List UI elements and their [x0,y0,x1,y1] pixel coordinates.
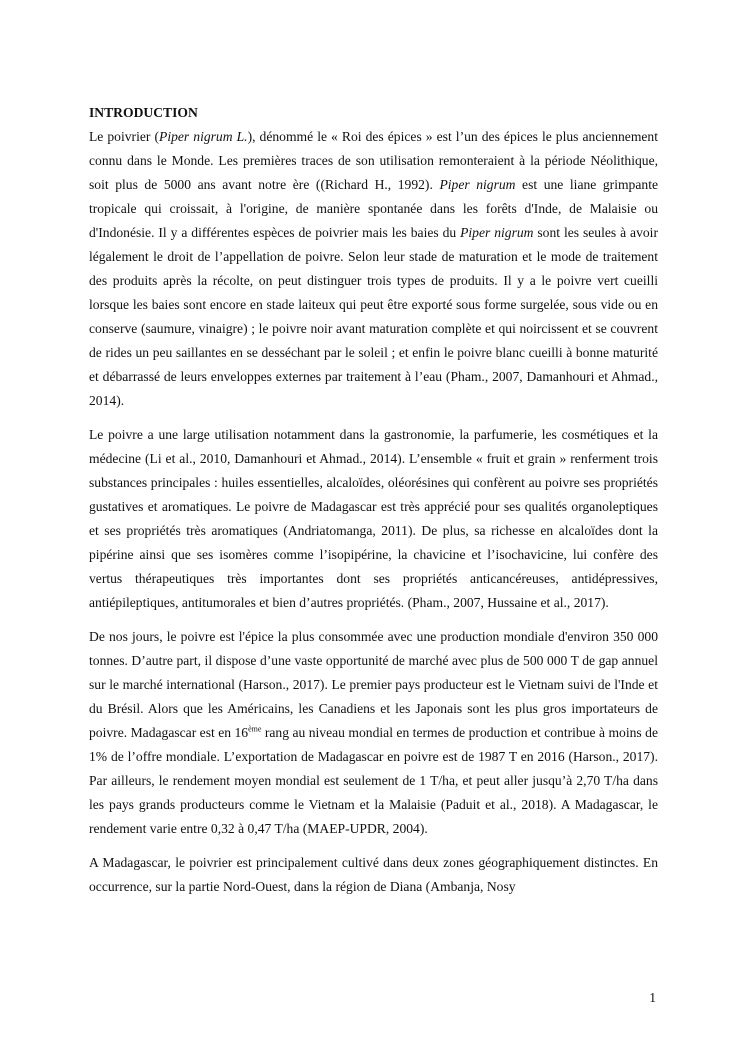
text-run: Le poivrier ( [89,129,160,144]
ordinal-suffix: ème [248,724,262,734]
section-heading: INTRODUCTION [89,105,198,120]
introduction-paragraph-2: Le poivre a une large utilisation notamment dans la gastronomie, la parfumerie, les cosmétiques et la médecine (Li et al., 2010, Damanhouri et Ahmad., 2014). L’ensemble « fruit et grain » renferment trois substances principales : huiles essentielles, alcaloïdes, oléorésines qui confèrent au poivre ses propriétés gustatives et aromatiques. Le poivre de Madagascar est très apprécié pour ses qualités organoleptiques et ses propriétés très aromatiques (Andriatomanga, 2011). De plus, sa richesse en alcaloïdes dont la pipérine ainsi que ses isomères comme l’isopipérine, la chavicine et l’isochavicine, lui confère des vertus thérapeutiques très importantes dont ses propriétés anticancéreuses, antidépressives, antiépileptiques, antitumorales et bien d’autres propriétés. (Pham., 2007, Hussaine et al., 2017). [89,427,658,610]
text-run: De nos jours, le poivre est l'épice la plus consommée avec une production mondiale d'environ 350 000 tonnes. D’autre part, il dispose d’une vaste opportunité de marché avec plus de 500 000 T de gap annuel sur le marché international (Harson., 2017). Le premier pays producteur est le Vietnam suivi de l'Inde et du Brésil. Alors que les Américains, les Canadiens et les Japonais sont les plus gros importateurs de poivre. Madagascar est en 16 [89,629,658,740]
introduction-paragraph-4: A Madagascar, le poivrier est principalement cultivé dans deux zones géographiquement distinctes. En occurrence, sur la partie Nord-Ouest, dans la région de Diana (Ambanja, Nosy [89,855,658,894]
page-content [89,101,658,899]
species-name: Piper nigrum [460,225,534,240]
species-name: Piper nigrum L. [159,129,248,144]
text-run: sont les seules à avoir légalement le droit de l’appellation de poivre. Selon leur stade de maturation et le mode de traitement des produits après la récolte, on peut distinguer trois types de produits. Il y a le poivre vert cueilli lorsque les baies sont encore en stade laiteux qui peut être exporté sous forme surgelée, sous vide ou en conserve (saumure, vinaigre) ; le poivre noir avant maturation complète et qui noircissent et se couvrent de rides un peu saillantes en se desséchant par le soleil ; et enfin le poivre blanc cueilli à bonne maturité et débarrassé de leurs enveloppes externes par traitement à l’eau (Pham., 2007, Damanhouri et Ahmad., 2014). [89,225,658,408]
introduction-paragraph-1 [89,101,658,413]
text-run: est une liane grimpante tropicale qui croissait, à l'origine, de manière spontanée dans les forêts d'Inde, de Malaisie ou d'Indonésie. Il y a différentes espèces de poivrier mais les baies du [89,177,658,240]
introduction-paragraph-3 [89,625,658,841]
text-run: ), dénommé le « Roi des épices » est l’un des épices le plus anciennement connu dans le Monde. Les premières traces de son utilisation remonteraient à la période Néolithique, soit plus de 5000 ans avant notre ère ((Richard H., 1992). [89,129,659,192]
text-run: rang au niveau mondial en termes de production et contribue à moins de 1% de l’offre mondiale. L’exportation de Madagascar en poivre est de 1987 T en 2016 (Harson., 2017). Par ailleurs, le rendement moyen mondial est seulement de 1 T/ha, et peut aller jusqu’à 2,70 T/ha dans les pays grands producteurs comme le Vietnam et la Malaisie (Paduit et al., 2018). A Madagascar, le rendement varie entre 0,32 à 0,47 T/ha (MAEP-UPDR, 2004). [89,725,658,836]
species-name: Piper nigrum [439,177,516,192]
page-number: 1 [649,990,656,1005]
